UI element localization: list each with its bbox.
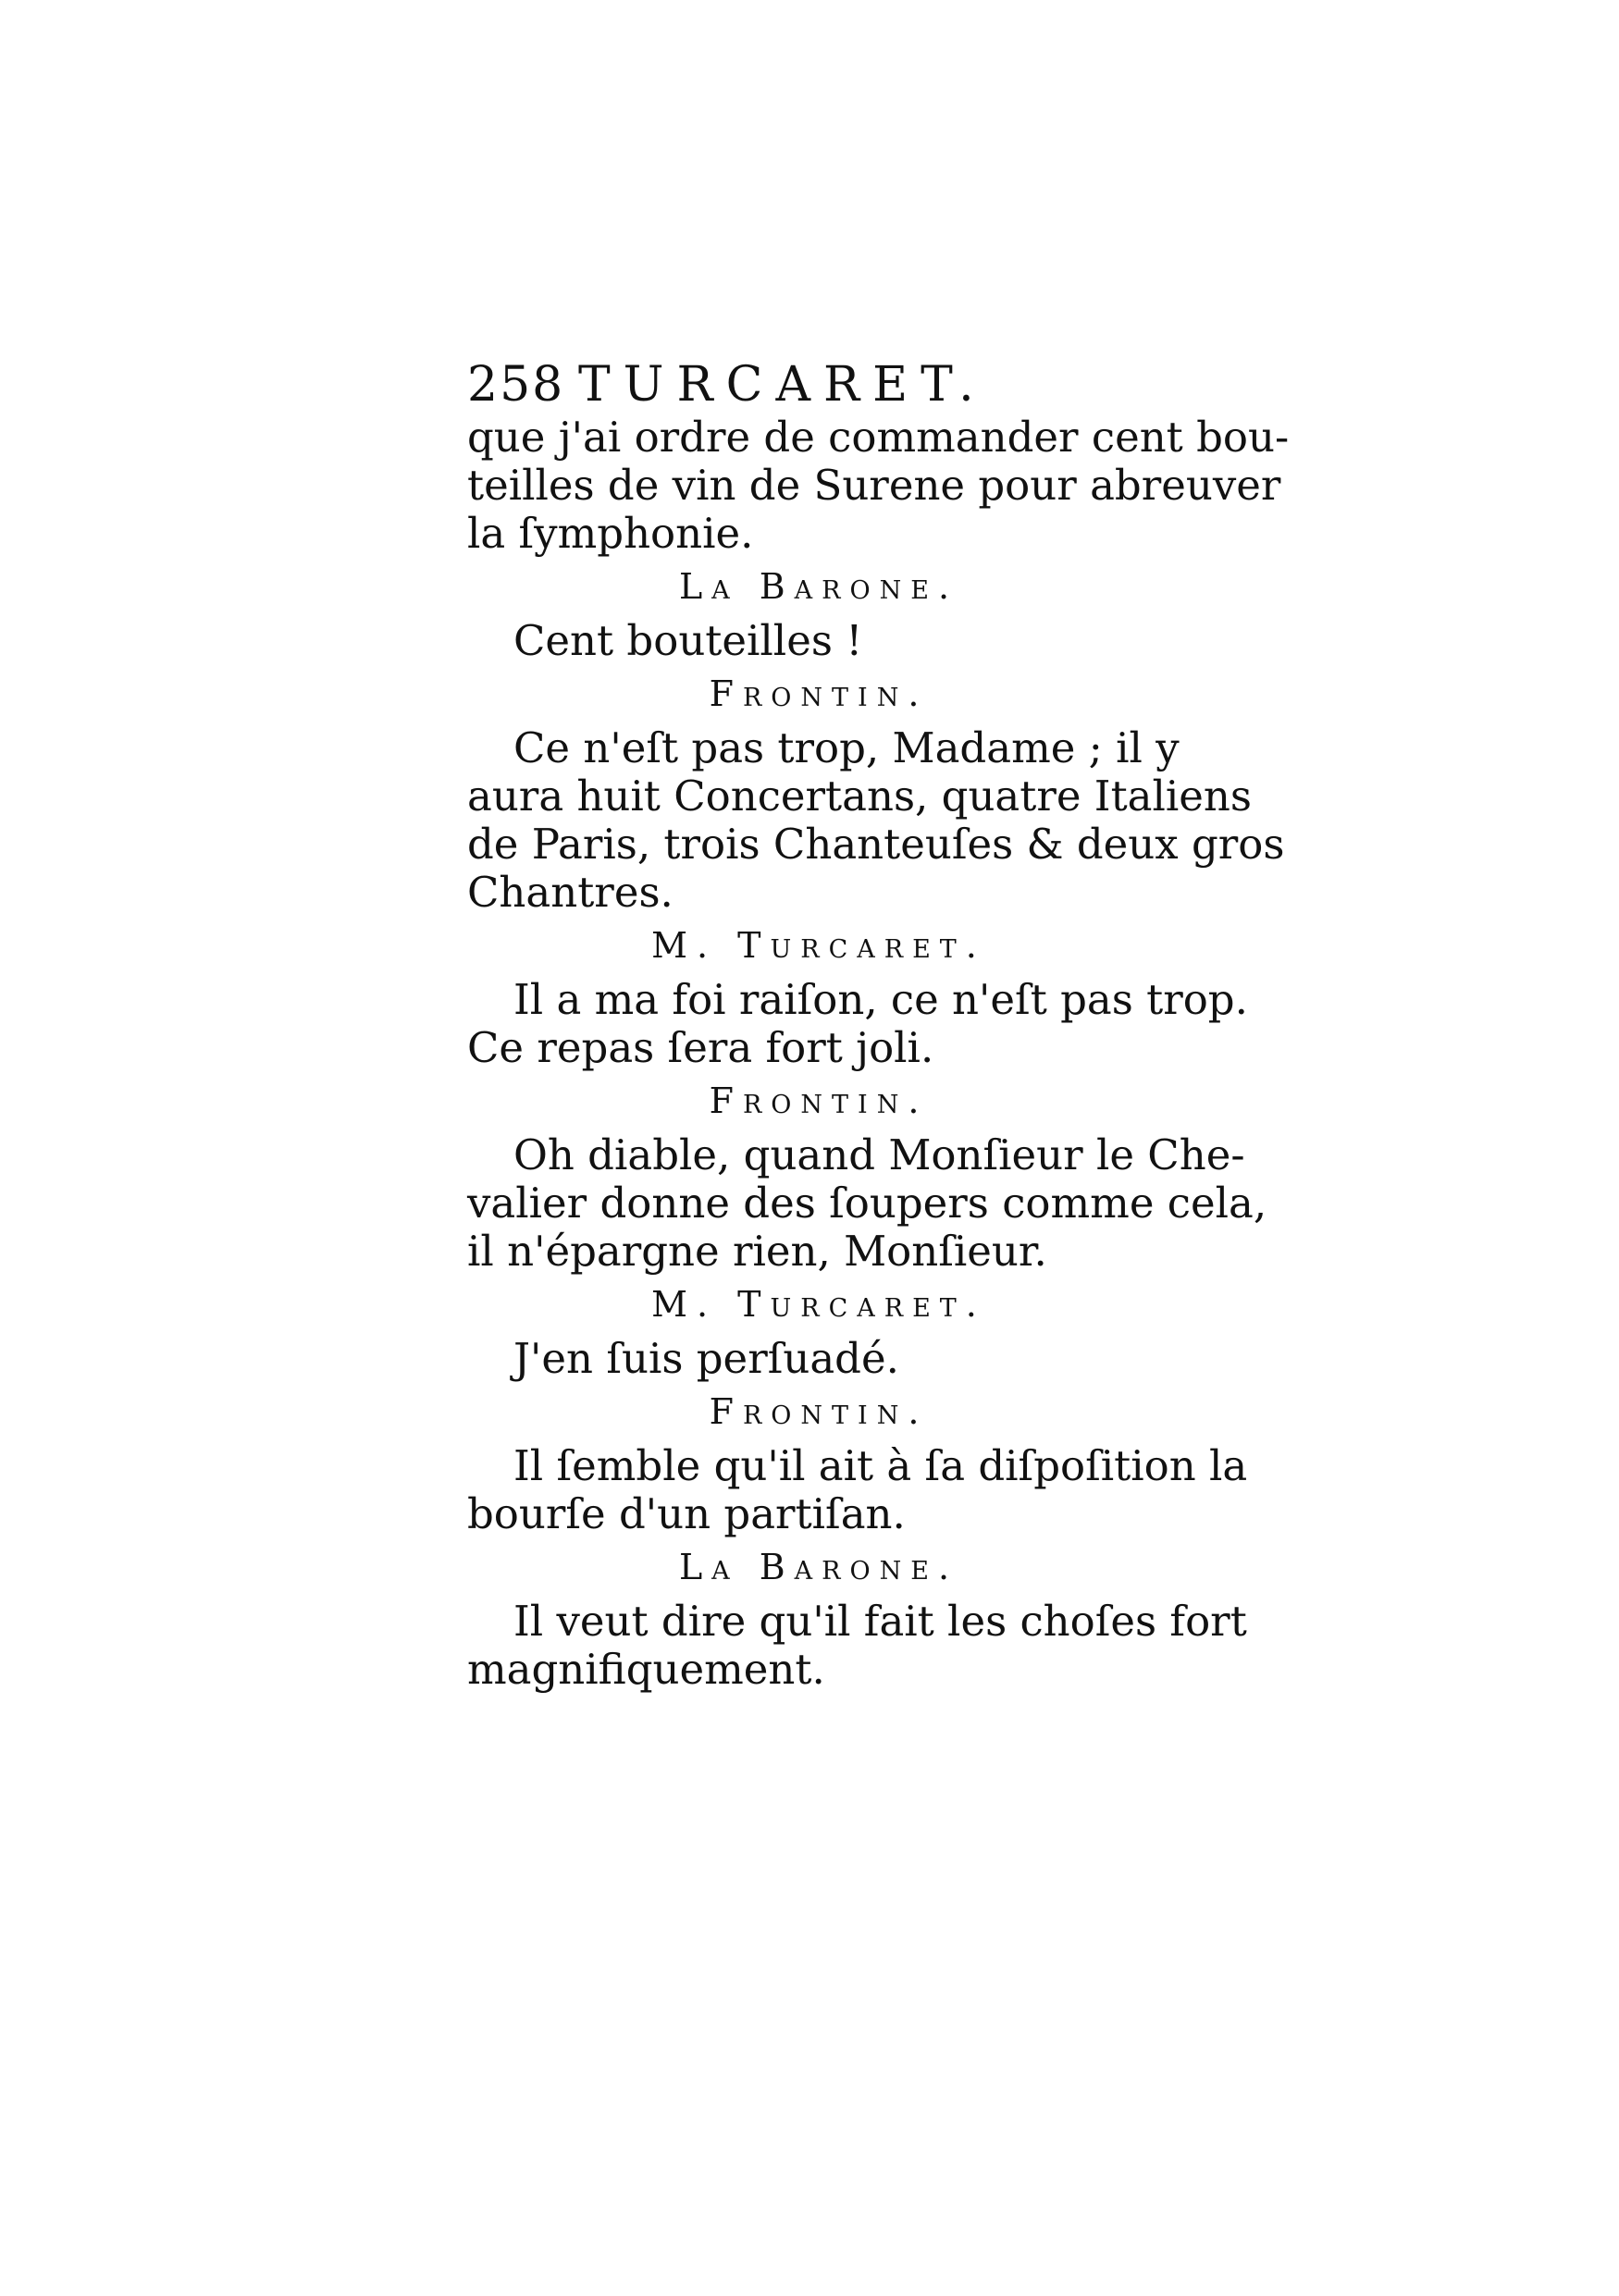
- text-line: de Paris, trois Chanteuſes & deux gros: [467, 820, 1285, 869]
- speaker-name: M. Turcaret.: [651, 925, 986, 966]
- text-line: Il veut dire qu'il fait les choſes fort: [513, 1597, 1247, 1646]
- text-line: la ſymphonie.: [467, 509, 754, 558]
- text-line: il n'épargne rien, Monſieur.: [467, 1227, 1047, 1276]
- speech-paragraph: [467, 975, 1248, 1072]
- speaker-name: Frontin.: [709, 1080, 929, 1121]
- speech-paragraph: [467, 1441, 1248, 1538]
- text-line: Chantres.: [467, 868, 674, 917]
- text-line: magnifiquement.: [467, 1645, 825, 1694]
- speech-paragraph: [467, 1597, 1247, 1694]
- text-line: Ce n'eſt pas trop, Madame ; il y: [513, 723, 1180, 772]
- text-line: Cent bouteilles !: [513, 616, 863, 665]
- speech-paragraph: [467, 1335, 1170, 1383]
- page-number: 258: [467, 357, 565, 413]
- text-line: J'en ſuis perſuadé.: [513, 1334, 899, 1383]
- speaker-name: M. Turcaret.: [651, 1284, 986, 1325]
- text-line: Il ſemble qu'il ait à ſa diſpoſition la: [513, 1441, 1248, 1490]
- running-head: [467, 356, 1170, 414]
- text-line: aura huit Concertans, quatre Italiens: [467, 772, 1252, 821]
- speech-paragraph: [467, 617, 1170, 665]
- text-block: [467, 356, 1290, 1694]
- running-title: TURCARET.: [578, 357, 987, 413]
- text-line: que j'ai ordre de commander cent bou-: [467, 413, 1290, 462]
- speaker-name: La Barone.: [678, 1547, 959, 1587]
- speech-paragraph: [467, 723, 1285, 917]
- text-line: Oh diable, quand Monſieur le Che-: [513, 1130, 1245, 1179]
- speaker-name: Frontin.: [709, 1391, 929, 1432]
- speech-paragraph: [467, 413, 1290, 558]
- speech-paragraph: [467, 1130, 1267, 1276]
- speaker-name: Frontin.: [709, 673, 929, 714]
- text-line: valier donne des ſoupers comme cela,: [467, 1179, 1267, 1228]
- text-line: Il a ma foi raiſon, ce n'eſt pas trop.: [513, 975, 1248, 1024]
- text-line: Ce repas ſera fort joli.: [467, 1023, 934, 1072]
- speaker-name: La Barone.: [678, 566, 959, 607]
- text-line: teilles de vin de Surene pour abreuver: [467, 461, 1281, 510]
- text-line: bourſe d'un partiſan.: [467, 1489, 906, 1538]
